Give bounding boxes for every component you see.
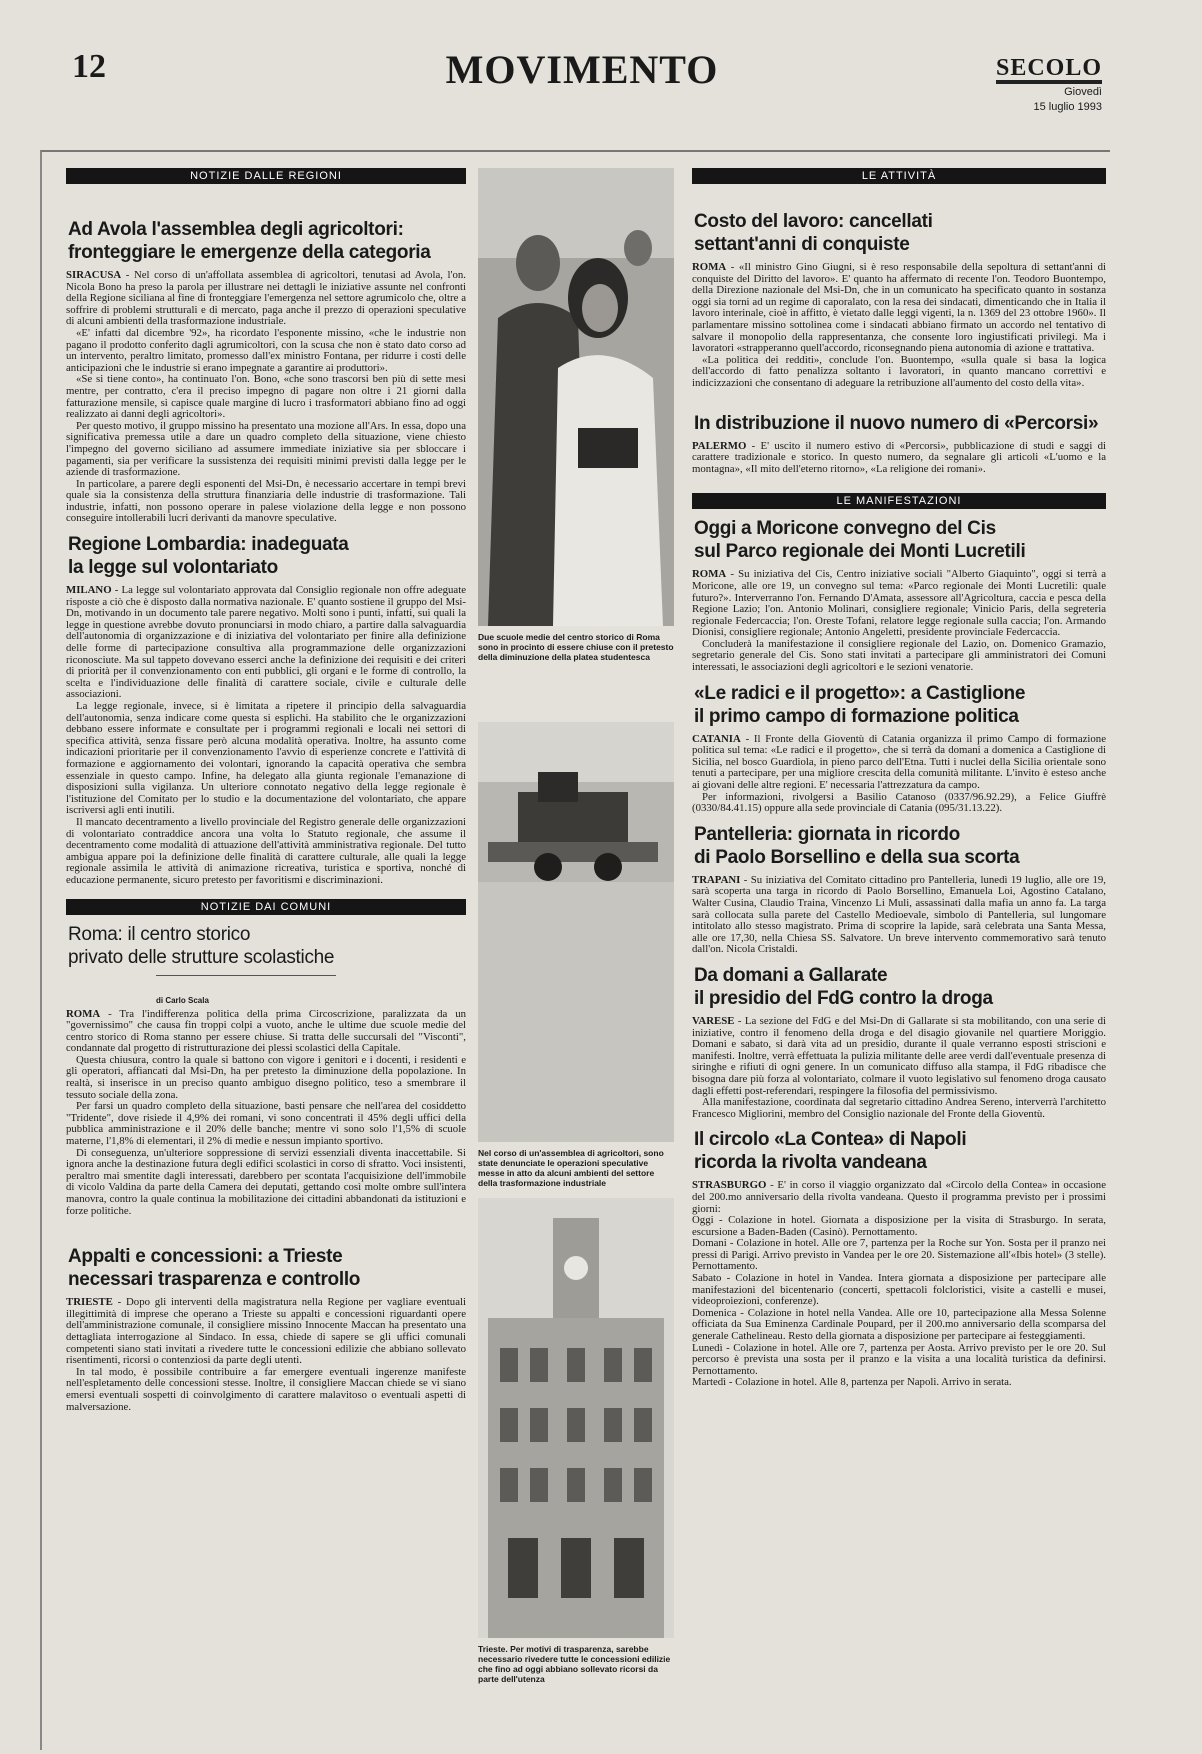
article-paragraph: Domani - Colazione in hotel. Alle ore 7, partenza per la Roche sur Yon. Sosta per il pranzo nei pressi di Parigi. Arrivo previsto in Vandea per le ore 20. Sistemazione all'«Ibis hotel» (3 stelle). Pernottamento. <box>692 1237 1106 1273</box>
article-castiglione <box>692 682 1106 815</box>
article-paragraph: ROMA - Su iniziativa del Cis, Centro iniziative sociali "Alberto Giaquinto", oggi si terrà a Moricone, alle ore 19, un convegno sul tema: «Parco regionale dei Monti Lucretili: quale futuro?». Interverranno l'on. Fernando D'Amata, assessore all'Agricoltura, caccia e pesca della Regione Lazio; l'on. Antonio Molinari, consigliere regionale; Vinicio Paris, della segreteria regionale Federcaccia; l'on. Oreste Tofani, relatore legge regionale sulla caccia; l'on. Armando Dionisi, consigliere regionale; Antonio Angeletti, presidente provinciale Federcaccia. <box>692 568 1106 639</box>
article-headline: Regione Lombardia: inadeguata la legge sul volontariato <box>68 534 349 579</box>
article-headline: Ad Avola l'assemblea degli agricoltori: fronteggiare le emergenze della categoria <box>68 219 431 263</box>
article-paragraph: Per farsi un quadro completo della situazione, basti pensare che nell'area del cosiddetto "Tridente", dove risiede il 4,9% dei romani, vi sono concentrati il 45% degli uffici della pubblica amministrazione e il 20% delle banche; mentre vi sono solo l'1,5% di scuole materne, l'1,8% di elementari, il 2% di medie e nessun impianto sportivo. <box>66 1100 466 1148</box>
article-headline: Oggi a Moricone convegno del Cis sul Parco regionale dei Monti Lucretili <box>694 518 1026 563</box>
photo-caption-trieste: Trieste. Per motivi di trasparenza, sarebbe necessario rivedere tutte le concessioni edilizie che fino ad oggi abbiano sollevato ricorsi da parte dell'utenza <box>478 1644 671 1684</box>
article-paragraph: PALERMO - E' uscito il numero estivo di «Percorsi», pubblicazione di studi e saggi di carattere tradizionale e storico. In questo numero, da segnalare gli articoli «L'uomo e la montagna», «Il mito dell'eterno ritorno», «La religione dei romani». <box>692 439 1106 475</box>
article-paragraph: «E' infatti dal dicembre '92», ha ricordato l'esponente missino, «che le industrie non pagano il prodotto conferito dagli agrumicoltori, con la scusa che non è stato dato corso ad un intervento, peraltro limitato, promesso dall'ex ministro Fontana, per ridurre i costi delle anticipazioni che le industrie si erano impegnate a garantire ai produttori». <box>66 326 466 374</box>
article-paragraph: La legge regionale, invece, si è limitata a ripetere il principio della salvaguardia dell'autonomia, senza indicare come questa si esplichi. Ha stabilito che le organizzazioni debbano essere informate e consultate per i programmi regionali e locali nei settori di specifica attività, senza fissare però alcuna modalità operativa. Inoltre, ha assunto come indicazioni prioritarie per il convenzionamento l'avvio di esperienze concrete e l'attività di formazione e aggiornamento dei volontari, ignorando la capacità operativa che sembra essenziale in questo campo. Infine, ha delegato alla giunta regionale l'emanazione di disposizioni sulla vigilanza. Un ulteriore connotato negativo della legge regionale è l'istituzione del Comitato per lo studio e la documentazione del volontariato, che appare iscriversi agli enti inutili. <box>66 700 466 817</box>
article-paragraph: ROMA - Tra l'indifferenza politica della prima Circoscrizione, paralizzata da un "governissimo" che causa fin troppi colpi a vuoto, anche le ultime due scuole medie del centro storico di Roma stanno per essere chiuse. Si tratta delle succursali del "Visconti", condannate dal progetto di ristrutturazione dei plessi scolastici della Capitale. <box>66 1007 466 1055</box>
article-paragraph: SIRACUSA - Nel corso di un'affollata assemblea di agricoltori, tenutasi ad Avola, l'on. Nicola Bono ha preso la parola per illustrare nei dettagli le iniziative assunte nel confronti della Regione siciliana al fine di fronteggiare l'emergenza nel settore agrumicolo che, oltre a soffrire di problemi strutturali e di mercato, paga anche il prezzo di operazioni speculative di alcuni ambienti della trasformazione industriale. <box>66 269 466 328</box>
section-title: MOVIMENTO <box>445 47 719 92</box>
photo-column <box>478 168 674 1694</box>
article-paragraph: Martedì - Colazione in hotel. Alle 8, partenza per Napoli. Arrivo in serata. <box>692 1376 1012 1389</box>
article-paragraph: Questa chiusura, contro la quale si battono con vigore i genitori e i docenti, i residenti e gli operatori, affiancati dal Msi-Dn, ha per pretesto la diminuzione della popolazione. In realtà, si inserisce in un preciso quanto ambiguo disegno politico, teso a smembrare il tessuto sociale della zona. <box>66 1053 466 1101</box>
students-photo <box>478 168 674 626</box>
article-headline: Costo del lavoro: cancellati settant'anni di conquiste <box>694 211 933 255</box>
article-paragraph: Per informazioni, rivolgersi a Basilio Catanoso (0337/96.92.29), a Felice Giuffrè (0330/84.41.15) oppure alla sede provinciale di Catania (095/31.13.22). <box>692 790 1106 815</box>
newspaper-logo: SECOLO <box>996 56 1102 84</box>
article-paragraph: Domenica - Colazione in hotel nella Vandea. Alle ore 10, partecipazione alla Messa Solenne officiata da Sua Eminenza Cardinale Poupard, per il 200.mo anniversario della scomparsa del generale Cathelineau. Resto della giornata a disposizione per partecipare ai festeggiamenti. <box>692 1306 1106 1343</box>
article-paragraph: TRIESTE - Dopo gli interventi della magistratura nella Regione per vagliare eventuali illegittimità di imprese che operano a Trieste su appalti e concessioni riguardanti opere dell'amministrazione comunale, il consigliere missino Innocente Maccan ha presentato una dettagliata interrogazione al Sindaco. In essa, chiede di sapere se gli uffici comunali competenti siano stati invitati a rivedere tutte le concessioni edilizie che abbiano sollevato risentimenti, ricorsi o contenziosi da parte degli utenti. <box>66 1296 466 1367</box>
section-bar-manifestazioni: LE MANIFESTAZIONI <box>692 493 1106 509</box>
page-number: 12 <box>72 48 106 85</box>
harvester-photo-image <box>478 722 674 1142</box>
trieste-building-photo <box>478 1198 674 1638</box>
article-moricone <box>692 517 1106 673</box>
article-paragraph: MILANO - La legge sul volontariato approvata dal Consiglio regionale non offre adeguate risposte a ciò che è disposto dalla normativa nazionale. E' quanto sostiene il gruppo del Msi-Dn, motivando in un documento tale parere negativo. Molti sono i punti, infatti, sui quali la legge in questione avrebbe dovuto pronunciarsi in modo chiaro, a partire dalla salvaguardia dell'autonomia di organizzazione e di iniziativa del volontariato per finire alla definizione delle forme di partecipazione consultiva alla programmazione delle organizzazioni riconosciute. Ma sul tappeto dovevano esserci anche la definizione dei requisiti e dei criteri di priorità per il convenzionamento con enti pubblici, gli organi e le forme di controllo, la scelta e l'individuazione delle finalità di carattere sociale, civile e culturale delle associazioni. <box>66 584 466 701</box>
article-lombardia <box>66 533 466 886</box>
article-headline: Da domani a Gallarate il presidio del FdG contro la droga <box>694 964 993 1009</box>
article-paragraph: «Se si tiene conto», ha continuato l'on. Bono, «che sono trascorsi ben più di sette mesi mentre, per contratto, c'era il preciso impegno di pagare non oltre i 21 giorni dalla fatturazione mensile, si capisce quale margine di lucro i trasformatori abbiano fino ad oggi realizzato ai danni degli agricoltori». <box>66 373 466 421</box>
article-paragraph: «La politica dei redditi», conclude l'on. Buontempo, «sulla quale si basa la logica dell'accordo di fatto penalizza soltanto i lavoratori, in quanto mancano correttivi e indicizzazioni che consentano di adeguare la retribuzione all'aumento del costo della vita». <box>692 353 1106 389</box>
article-costo-lavoro <box>692 210 1106 390</box>
article-paragraph: In particolare, a parere degli esponenti del Msi-Dn, è necessario accertare in tempi brevi quale sia la consistenza della struttura finanziaria delle industrie di trasformazione. Tali industrie, infatti, non possono operare in palese violazione della legge e non possono conseguire intollerabili lucri derivanti da manovre speculative. <box>66 477 466 525</box>
issue-date: 15 luglio 1993 <box>1033 101 1102 113</box>
issue-day: Giovedì <box>1064 86 1102 98</box>
section-bar-attivita: LE ATTIVITÀ <box>692 168 1106 184</box>
article-paragraph: Sabato - Colazione in hotel in Vandea. Intera giornata a disposizione per partecipare alle manifestazioni del bicentenario (concerti, spettacoli folcloristici, visite a castelli e musei, videoproiezioni, conferenze). <box>692 1272 1106 1308</box>
article-roma-scuole <box>66 923 466 1218</box>
article-paragraph: Concluderà la manifestazione il consigliere regionale del Lazio, on. Domenico Gramazio, segretario generale del Cis. Sono stati invitati a partecipare gli amministratori dei Comuni interessati, le associazioni degli agricoltori e le sezioni venatorie. <box>692 637 1106 674</box>
left-column <box>66 168 466 1413</box>
photo-caption-harvester: Nel corso di un'assemblea di agricoltori, sono state denunciate le operazioni speculative messe in atto da alcuni ambienti del settore della trasformazione industriale <box>478 1148 664 1188</box>
article-headline: In distribuzione il nuovo numero di «Percorsi» <box>694 412 1099 434</box>
article-paragraph: Il mancato decentramento a livello provinciale del Registro generale delle organizzazioni di volontariato contraddice ancora una volta lo Statuto regionale, che assume il decentramento come modalità di attuazione dell'attività amministrativa regionale. Del tutto ambigua appare poi la definizione delle finalità di carattere culturale, alle quali la legge regionale assimila le attività di animazione ricreativa, turistica e sportiva, nonché di educazione permanente, sicuro pretesto per favoritismi e discriminazioni. <box>66 815 466 886</box>
article-headline: Il circolo «La Contea» di Napoli ricorda la rivolta vandeana <box>694 1129 967 1174</box>
photo-caption-students: Due scuole medie del centro storico di Roma sono in procinto di essere chiuse con il pretesto della diminuzione della platea studentesca <box>478 632 674 662</box>
article-headline: Roma: il centro storico privato delle strutture scolastiche <box>68 923 335 968</box>
article-paragraph: CATANIA - Il Fronte della Gioventù di Catania organizza il primo Campo di formazione politica sul tema: «Le radici e il progetto», che si terrà da domani a domenica a Castiglione di Sicilia, nel bosco Guardiola, in pieno parco dell'Etna. Tutti i nuclei della Sicilia orientale sono tenuti a partecipare, per una migliore crescita della comunità militante. L'invito è esteso anche ai giovani delle altre regioni. E' necessaria l'attrezzatura da campo. <box>692 732 1106 792</box>
article-paragraph: STRASBURGO - E' in corso il viaggio organizzato dal «Circolo della Contea» in occasione del 200.mo anniversario della rivolta vandeana. Questo il programma previsto per i prossimi giorni: <box>692 1179 1106 1215</box>
right-column <box>692 168 1106 1389</box>
article-paragraph: Di conseguenza, un'ulteriore soppressione di servizi essenziali diventa inaccettabile. Si ignora anche la destinazione futura degli edifici scolastici in corso di sfratto. Voci insistenti, peraltro mai smentite dagli interessati, darebbero per scontata l'acquisizione dell'immobile di vicolo Valdina da parte della Camera dei deputati, gettando così molte ombre sull'intera manovra, contro la quale continua la mobilitazione dei cittadini abbandonati da istituzioni e forze politiche. <box>66 1146 466 1217</box>
harvester-photo <box>478 722 674 1142</box>
article-paragraph: Lunedì - Colazione in hotel. Alle ore 7, partenza per Aosta. Arrivo previsto per le ore 20. Sul percorso è prevista una sosta per il pranzo e la visita a una località turistica da definirsi. Pernottamento. <box>692 1341 1106 1377</box>
article-paragraph: VARESE - La sezione del FdG e del Msi-Dn di Gallarate si sta mobilitando, con una serie di iniziative, contro il fenomeno della droga e del disagio giovanile nel quartiere Moriggio. Domani e sabato, si darà vita ad un presidio, durante il quale verranno esposti striscioni e manifesti. Inoltre, verrà effettuata la pulizia militante delle aree verdi dall'eventuale presenza di siringhe e rifiuti di ogni genere. In un comunicato diffuso alla stampa, il FdG ribadisce che bisogna dare più forza al volontariato, colmare il vuoto legislativo sul fenomeno droga causato dagli effetti post-referendari, respingere la filosofia del permissivismo. <box>692 1014 1106 1097</box>
masthead <box>62 40 1102 130</box>
article-paragraph: In tal modo, è possibile contribuire a far emergere eventuali ingerenze manifeste nell'espletamento delle concessioni stesse. Inoltre, il consigliere Maccan chiede se vi siano emersi eventuali sospetti di coinvolgimento di carattere malavitoso o eventuali aspetti di malversazione. <box>66 1365 466 1413</box>
article-paragraph: Alla manifestazione, coordinata dal segretario cittadino Andrea Sereno, interverrà l'architetto Francesco Migliorini, membro del Consiglio nazionale del Fronte della Gioventù. <box>692 1096 1106 1120</box>
article-headline: «Le radici e il progetto»: a Castiglione il primo campo di formazione politica <box>694 682 1026 727</box>
article-trieste <box>66 1245 466 1413</box>
trieste-building-image <box>478 1198 674 1638</box>
article-percorsi <box>692 412 1106 476</box>
article-contea <box>692 1128 1106 1389</box>
newspaper-logo-block <box>992 56 1102 114</box>
article-paragraph: Oggi - Colazione in hotel. Giornata a disposizione per la visita di Strasburgo. In serata, escursione a Baden-Baden (Casinò). Pernottamento. <box>692 1214 1106 1238</box>
article-headline: Pantelleria: giornata in ricordo di Paolo Borsellino e della sua scorta <box>694 823 1020 868</box>
article-headline: Appalti e concessioni: a Trieste necessari trasparenza e controllo <box>68 1246 361 1291</box>
students-photo-image <box>478 168 674 626</box>
byline: di Carlo Scala <box>156 975 336 1005</box>
article-avola <box>66 218 466 525</box>
article-paragraph: ROMA - «Il ministro Gino Giugni, si è reso responsabile della sepoltura di settant'anni di conquiste del Diritto del lavoro». E' quanto ha affermato di recente l'on. Teodoro Buontempo, della Direzione nazionale del Msi-Dn, che in un comunicato ha specificato quanto in sostanza oggi sia torni ad un regime di caporalato, con la resa dei sindacati, dimenticando che in Italia il lavoro interinale, cioè in affitto, è vietato dalle leggi vigenti, la n. 1369 del 23 ottobre 1960». Il parlamentare missino sottolinea come i sindacati abbiano firmato un accordo nel tentativo di salvare il monopolio della rappresentanza, che consente loro ingiustificati privilegi. Ma i lavoratori «strapperanno quell'accordo, riconsegnando piena autonomia di azione e trattativa. <box>692 261 1106 355</box>
article-pantelleria <box>692 823 1106 956</box>
section-bar-regioni: NOTIZIE DALLE REGIONI <box>66 168 466 184</box>
section-bar-comuni: NOTIZIE DAI COMUNI <box>66 899 466 915</box>
article-gallarate <box>692 964 1106 1120</box>
article-paragraph: Per questo motivo, il gruppo missino ha presentato una mozione all'Ars. In essa, dopo una significativa premessa utile a dare un quadro completo della situazione, viene chiesto l'impegno del governo siciliano ad assumere immediate iniziative sia per sbloccare i pagamenti, sia per verificare la sussistenza dei requisiti minimi previsti dalla legge per le aziende di trasformazione. <box>66 419 466 479</box>
article-paragraph: TRAPANI - Su iniziativa del Comitato cittadino pro Pantelleria, lunedì 19 luglio, alle ore 19, sarà scoperta una targa in ricordo di Paolo Borsellino, Emanuela Loi, Agostino Catalano, Walter Cusina, Claudio Traina, Vincenzo Li Muli, assassinati dalla mafia un anno fa. La targa sarà collocata sulla parete del Castello Medioevale, simbolo di Pantelleria, sul lungomare intitolato allo stesso magistrato. Prima di scoprire la lapide, sarà celebrata una Santa Messa, alle ore 17,30, nella Chiesa SS. Salvatore. Un breve intervento commemorativo sarà tenuto dall'on. Nicola Cristaldi. <box>692 873 1106 956</box>
